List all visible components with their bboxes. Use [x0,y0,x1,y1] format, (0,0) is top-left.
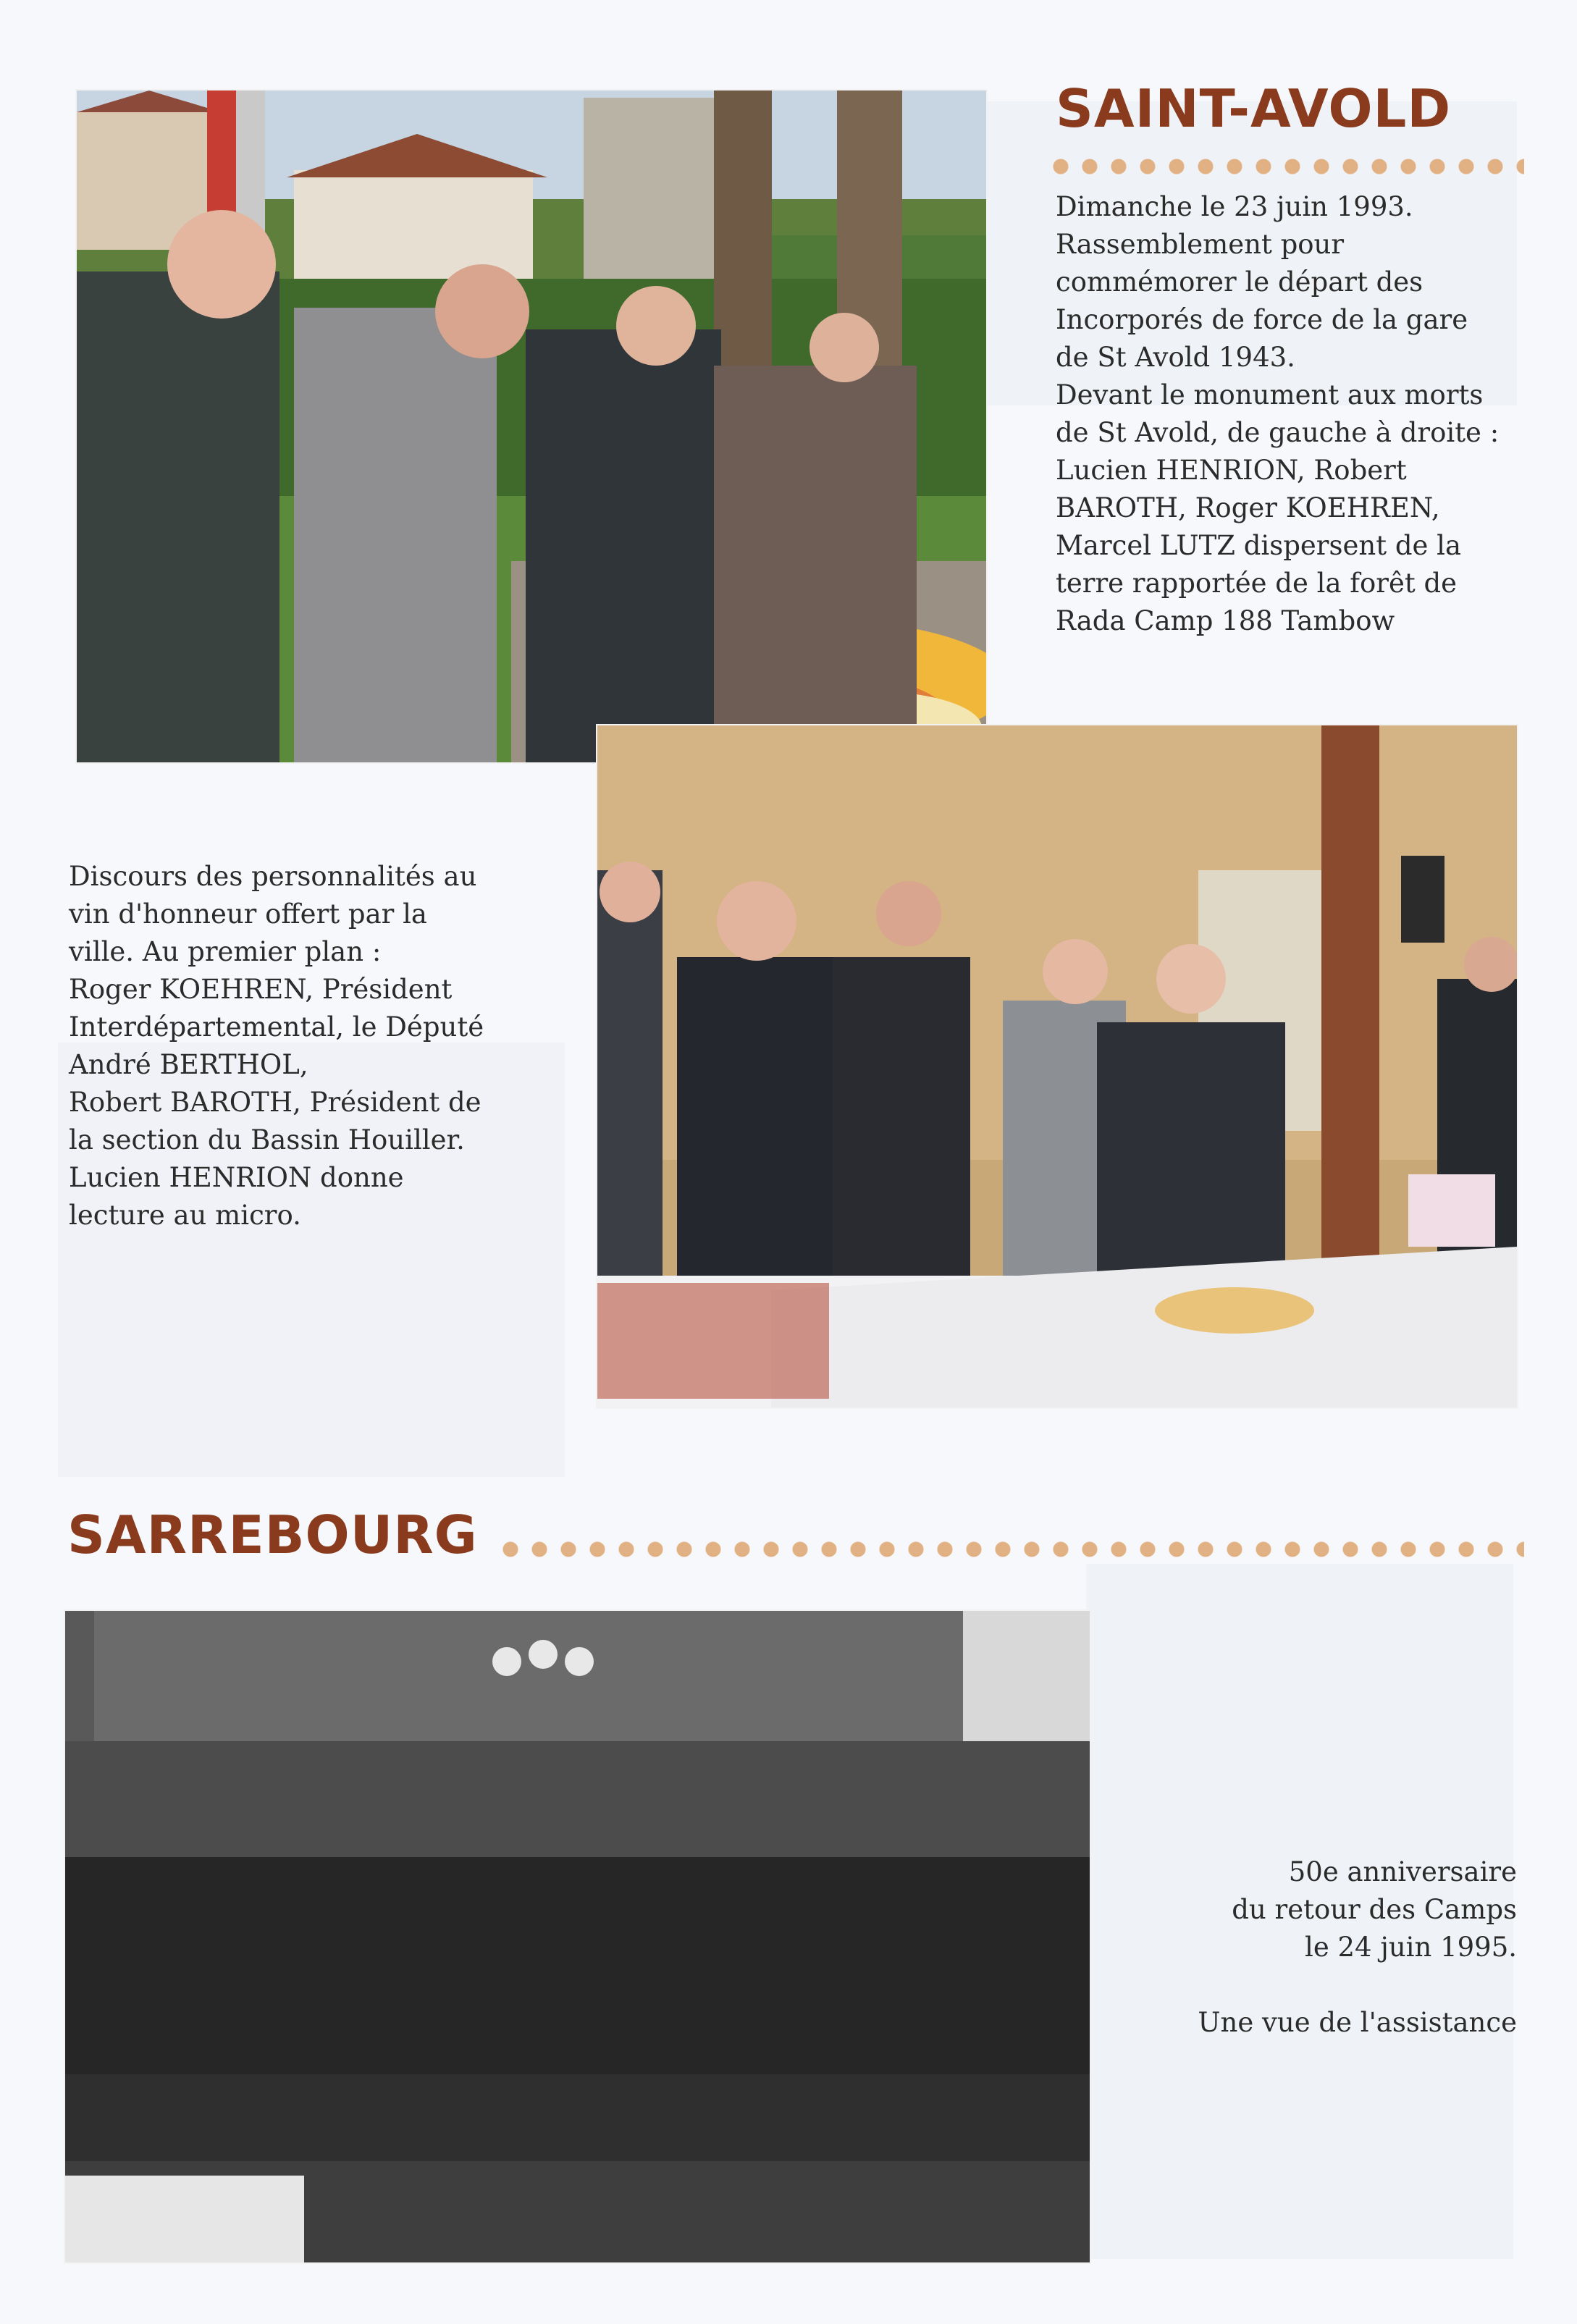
sarrebourg-heading: SARREBOURG [67,1504,478,1565]
caption-line: terre rapportée de la forêt de [1056,568,1458,599]
caption-line: BAROTH, Roger KOEHREN, [1056,492,1440,523]
caption-line: Rassemblement pour [1056,229,1345,260]
caption-line: lecture au micro. [69,1200,301,1231]
caption-line: de St Avold 1943. [1056,342,1295,373]
monument-ceremony-photo [77,90,986,762]
caption-line: la section du Bassin Houiller. [69,1124,465,1155]
sarrebourg-caption [1101,1853,1517,2042]
saint-avold-dot-rule [1046,158,1524,175]
caption-line: Devant le monument aux morts [1056,379,1484,411]
saint-avold-heading: SAINT-AVOLD [1056,78,1452,139]
caption-line: le 24 juin 1995. [1305,1932,1517,1963]
caption-line: Discours des personnalités au [69,861,477,892]
sarrebourg-dot-rule [496,1541,1524,1558]
caption-line: vin d'honneur offert par la [69,898,427,930]
caption-line: Interdépartemental, le Député [69,1011,484,1043]
reception-speech-photo [597,725,1517,1407]
caption-line: Robert BAROTH, Président de [69,1087,481,1118]
caption-line: Rada Camp 188 Tambow [1056,605,1395,636]
caption-line: Roger KOEHREN, Président [69,974,453,1005]
caption-line: du retour des Camps [1232,1894,1517,1925]
caption-line: André BERTHOL, [69,1049,308,1080]
caption-line: de St Avold, de gauche à droite : [1056,417,1500,448]
caption-line: Incorporés de force de la gare [1056,304,1468,335]
caption-spacer [1101,1966,1517,2004]
caption-line: commémorer le départ des [1056,266,1423,298]
caption-line: Marcel LUTZ dispersent de la [1056,530,1462,561]
caption-line: 50e anniversaire [1288,1856,1517,1887]
caption-line: ville. Au premier plan : [69,936,382,967]
assembly-group-photo [65,1611,1090,2262]
reception-caption [69,858,539,1234]
caption-note: Une vue de l'assistance [1198,2007,1517,2038]
saint-avold-caption [1056,188,1534,640]
caption-line: Lucien HENRION donne [69,1162,404,1193]
caption-line: Lucien HENRION, Robert [1056,455,1407,486]
caption-line: Dimanche le 23 juin 1993. [1056,191,1413,222]
